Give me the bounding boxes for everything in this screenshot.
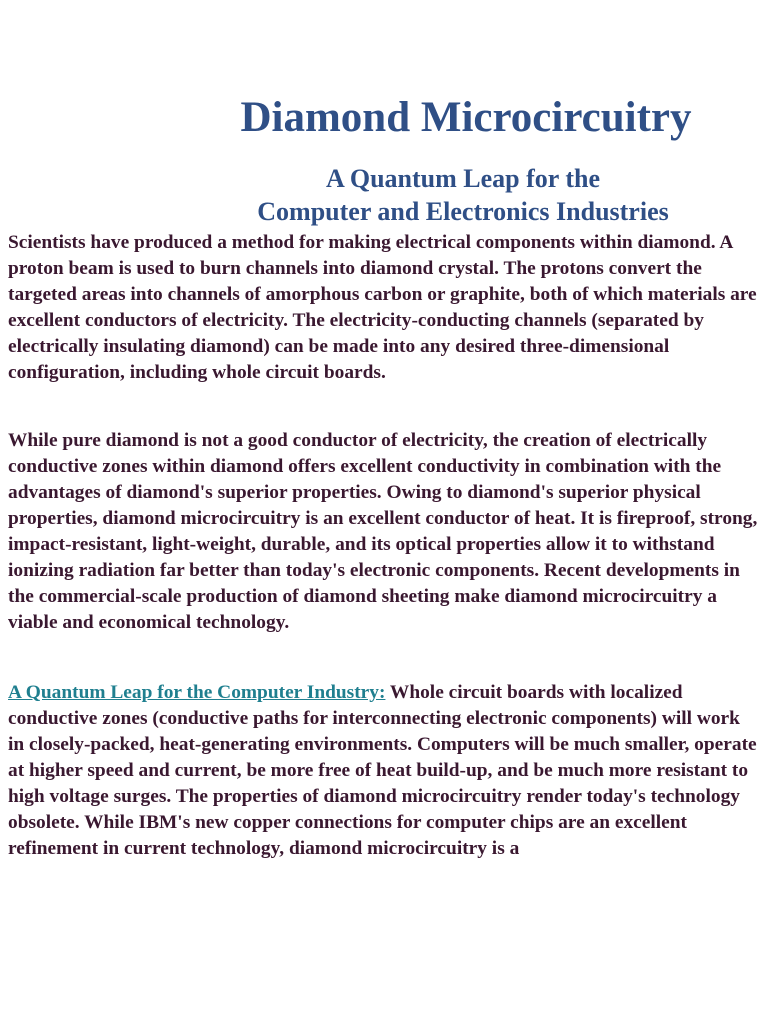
body-paragraph-3 (8, 680, 760, 862)
page-title: Diamond Microcircuitry (240, 94, 692, 141)
subtitle-line-1: A Quantum Leap for the (326, 164, 600, 193)
subtitle-line-2: Computer and Electronics Industries (257, 197, 669, 226)
page-subtitle (160, 162, 766, 228)
body-paragraph-2: While pure diamond is not a good conductor of electricity, the creation of electrically conductive zones within diamond offers excellent conductivity in combination with the advantages of diamond's superior properties. Owing to diamond's superior physical properties, diamond microcircuitry is an excellent conductor of heat. It is fireproof, strong, impact-resistant, light-weight, durable, and its optical properties allow it to withstand ionizing radiation far better than today's electronic components. Recent developments in the commercial-scale production of diamond sheeting make diamond microcircuitry a viable and economical technology. (8, 430, 758, 633)
body-paragraph-3-text: Whole circuit boards with localized conductive zones (conductive paths for interconnecting electronic components) will work in closely-packed, heat-generating environments. Computers will be much smaller, operate at higher speed and current, be more free of heat build-up, and be much more resistant to high voltage surges. The properties of diamond microcircuitry render today's technology obsolete. While IBM's new copper connections for computer chips are an excellent refinement in current technology, diamond microcircuitry is a (8, 682, 757, 859)
body-paragraph-1: Scientists have produced a method for making electrical components within diamond. A proton beam is used to burn channels into diamond crystal. The protons convert the targeted areas into channels of amorphous carbon or graphite, both of which materials are excellent conductors of electricity. The electricity-conducting channels (separated by electrically insulating diamond) can be made into any desired three-dimensional configuration, including whole circuit boards. (8, 232, 757, 383)
computer-industry-link[interactable]: A Quantum Leap for the Computer Industry: (8, 682, 386, 703)
